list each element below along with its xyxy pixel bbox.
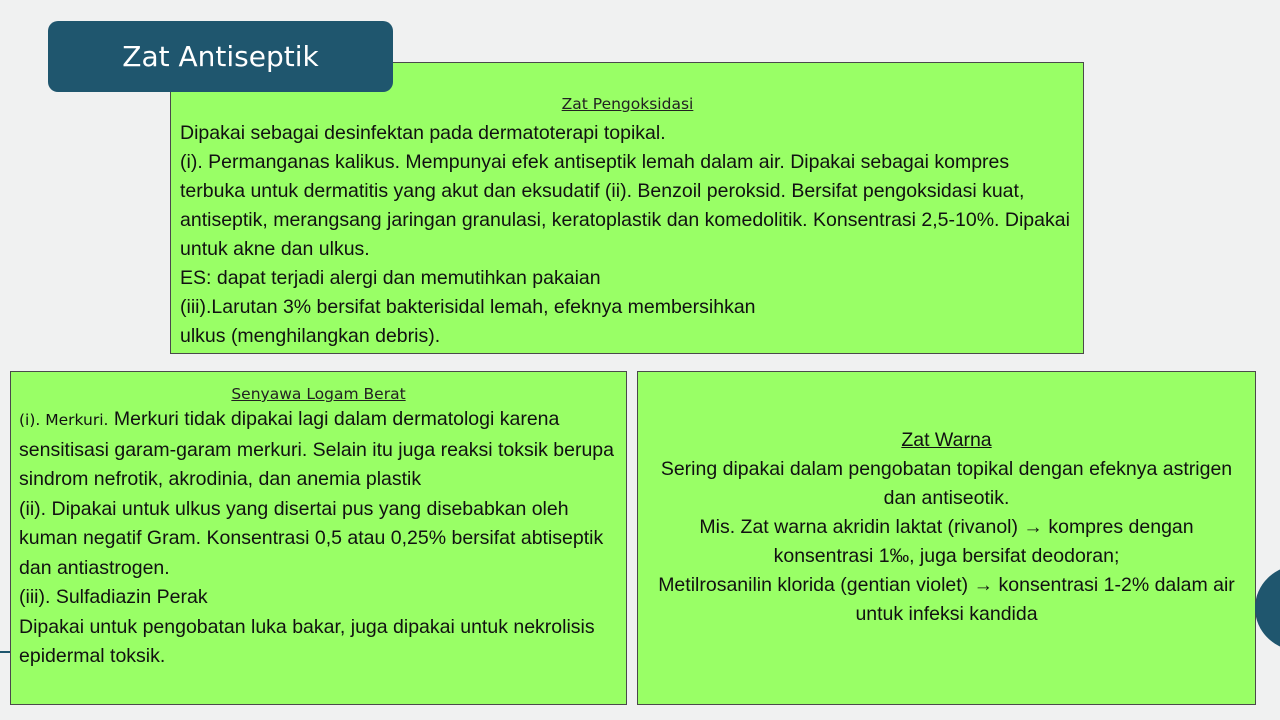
pengoksidasi-line-2: (i). Permanganas kalikus. Mempunyai efek antiseptik lemah dalam air. Dipakai sebagai kompres terbuka untuk dermatitis yang akut dan eksudatif (ii). Benzoil peroksid. Bersifat pengoksidasi kuat, antiseptik, merangsang jaringan granulasi, keratoplastik dan komedolitik. Konsentrasi 2,5-10%. Dipakai untuk akne dan ulkus. xyxy=(180,151,1070,260)
logam-berat-heading: Senyawa Logam Berat xyxy=(231,385,406,403)
zat-warna-line-1: Sering dipakai dalam pengobatan topikal dengan efeknya astrigen dan antiseotik. xyxy=(660,458,1233,509)
merkuri-paragraph xyxy=(19,405,618,495)
merkuri-text: Merkuri tidak dipakai lagi dalam dermatologi karena sensitisasi garam-garam merkuri. Selain itu juga reaksi toksik berupa sindrom nefrotik, akrodinia, dan anemia plastik xyxy=(19,408,614,490)
logam-item-iii-text: Dipakai untuk pengobatan luka bakar, juga dipakai untuk nekrolisis epidermal toksik. xyxy=(19,615,595,667)
pengoksidasi-heading: Zat Pengoksidasi xyxy=(561,95,694,113)
zat-warna-line-3 xyxy=(656,571,1237,629)
merkuri-lead: (i). Merkuri. xyxy=(19,411,109,429)
gentian-effect: konsentrasi 1-2% dalam air untuk infeksi kandida xyxy=(855,574,1235,625)
logam-item-iii: (iii). Sulfadiazin Perak xyxy=(19,586,208,608)
pengoksidasi-line-3: ES: dapat terjadi alergi dan memutihkan pakaian xyxy=(180,267,601,289)
logam-item-ii: (ii). Dipakai untuk ulkus yang disertai pus yang disebabkan oleh kuman negatif Gram. Konsentrasi 0,5 atau 0,25% bersifat abtiseptik dan antiastrogen. xyxy=(19,497,604,579)
zat-pengoksidasi-box xyxy=(170,62,1084,354)
gentian-text: Metilrosanilin klorida (gentian violet) xyxy=(658,574,969,596)
zat-warna-box xyxy=(637,371,1256,705)
slide-title: Zat Antiseptik xyxy=(48,21,393,92)
arrow-right-icon: → xyxy=(973,574,994,596)
decorative-line xyxy=(0,651,10,653)
zat-warna-heading: Zat Warna xyxy=(901,429,992,451)
rivanol-effect: kompres dengan konsentrasi 1‰, juga bersifat deodoran; xyxy=(773,516,1194,567)
rivanol-text: Mis. Zat warna akridin laktat (rivanol) xyxy=(699,516,1018,538)
logam-berat-box xyxy=(10,371,627,705)
arrow-right-icon: → xyxy=(1023,516,1043,538)
pengoksidasi-line-5: ulkus (menghilangkan debris). xyxy=(180,325,441,347)
decorative-circle xyxy=(1255,565,1280,651)
pengoksidasi-line-1: Dipakai sebagai desinfektan pada dermatoterapi topikal. xyxy=(180,122,666,144)
zat-warna-line-2 xyxy=(656,513,1237,571)
pengoksidasi-line-4: (iii).Larutan 3% bersifat bakterisidal lemah, efeknya membersihkan xyxy=(180,296,756,318)
